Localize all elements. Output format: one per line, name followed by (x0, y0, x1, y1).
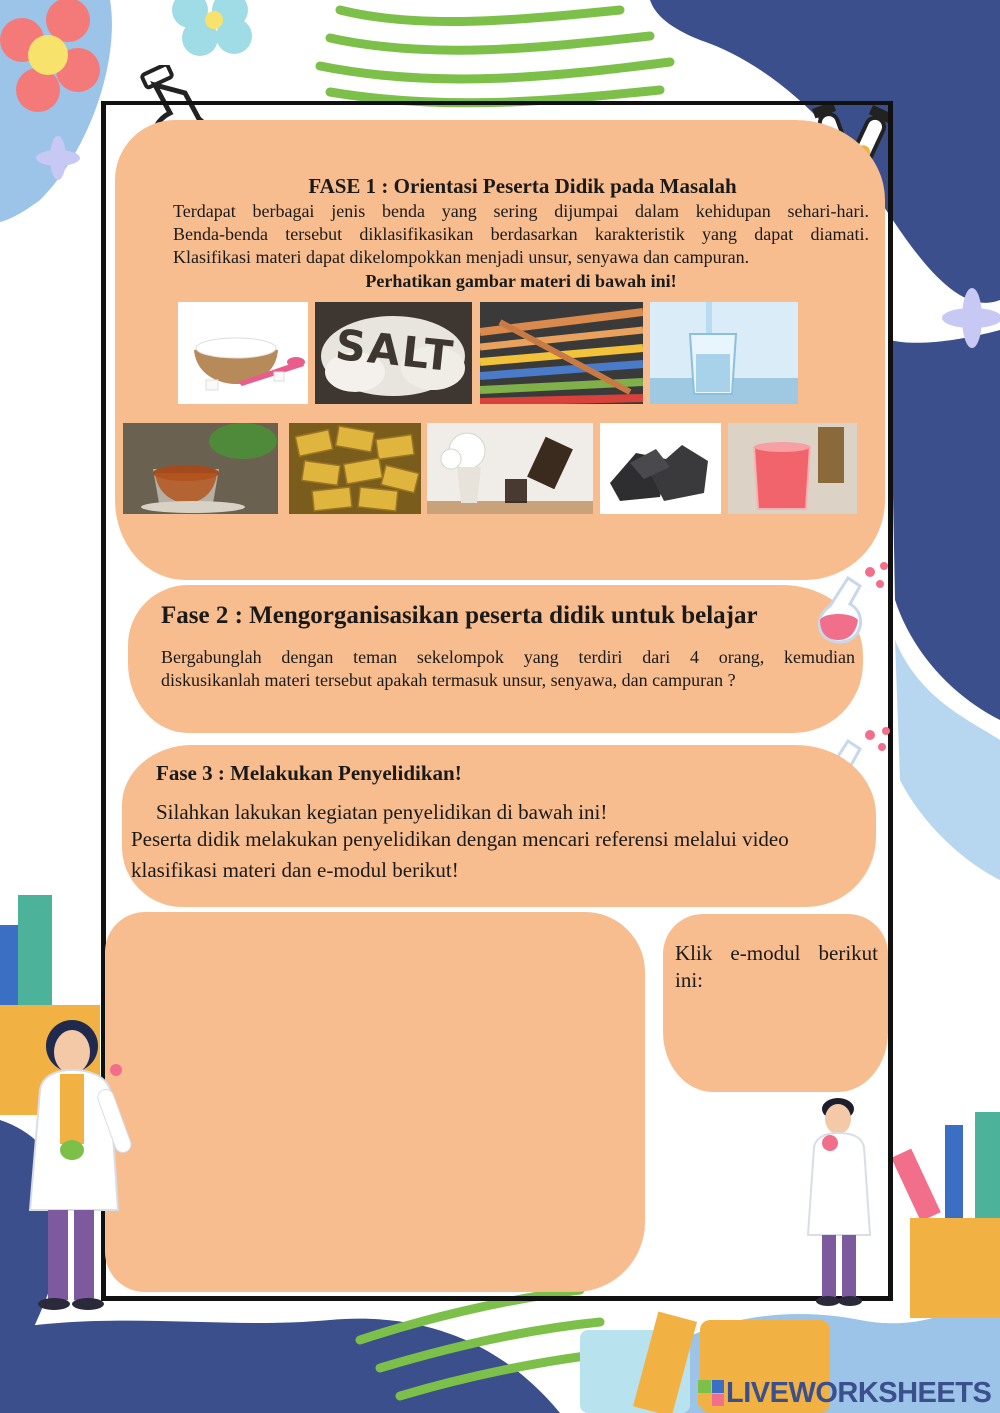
salt-word: SALT (333, 319, 457, 382)
copper-cables-image (480, 302, 643, 404)
fase1-title: FASE 1 : Orientasi Peserta Didik pada Masalah (308, 174, 737, 198)
logo-text: LIVEWORKSHEETS (726, 1377, 992, 1409)
tea-cup-image (123, 423, 278, 514)
coffee-press-image (427, 423, 593, 514)
red-drink-image (728, 423, 857, 514)
fase2-title: Fase 2 : Mengorganisasikan peserta didik untuk belajar (161, 602, 758, 629)
fase3-title: Fase 3 : Melakukan Penyelidikan! (156, 761, 462, 785)
fase2-text-line2: diskusikanlah materi tersebut apakah termasuk unsur, senyawa, dan campuran ? (161, 670, 736, 690)
logo-badge (698, 1380, 724, 1406)
fase1-text-line1: Terdapat berbagai jenis benda yang sering dijumpai dalam kehidupan sehari-hari. (173, 201, 869, 221)
liveworksheets-logo (698, 1376, 996, 1410)
fase3-text-line3: klasifikasi materi dan e-modul berikut! (131, 858, 459, 882)
fase1-text-line3: Klasifikasi materi dapat dikelompokkan menjadi unsur, senyawa dan campuran. (173, 247, 750, 267)
fase1-text-line2: Benda-benda tersebut diklasifikasikan berdasarkan karakteristik yang dapat diamati. (173, 224, 869, 244)
fase2-text-line1: Bergabunglah dengan teman sekelompok yang terdiri dari 4 orang, kemudian (161, 647, 855, 667)
emodul-text-line1: Klik e-modul berikut (675, 941, 878, 965)
pink-flask-icon (812, 562, 892, 646)
charcoal-image (600, 423, 721, 514)
salt-image (315, 302, 472, 404)
sugar-bowl-image (178, 302, 308, 404)
water-glass-image (650, 302, 798, 404)
female-scientist-illustration (20, 1010, 135, 1320)
fase3-text-line1: Silahkan lakukan kegiatan penyelidikan di bawah ini! (156, 800, 608, 824)
gold-bars-image (289, 423, 421, 514)
fase1-instruction: Perhatikan gambar materi di bawah ini! (365, 271, 677, 291)
male-scientist-illustration (800, 1095, 880, 1310)
video-area-panel[interactable] (105, 912, 645, 1292)
fase3-text-line2: Peserta didik melakukan penyelidikan dengan mencari referensi melalui video (131, 827, 789, 851)
emodul-text-line2: ini: (675, 968, 704, 992)
